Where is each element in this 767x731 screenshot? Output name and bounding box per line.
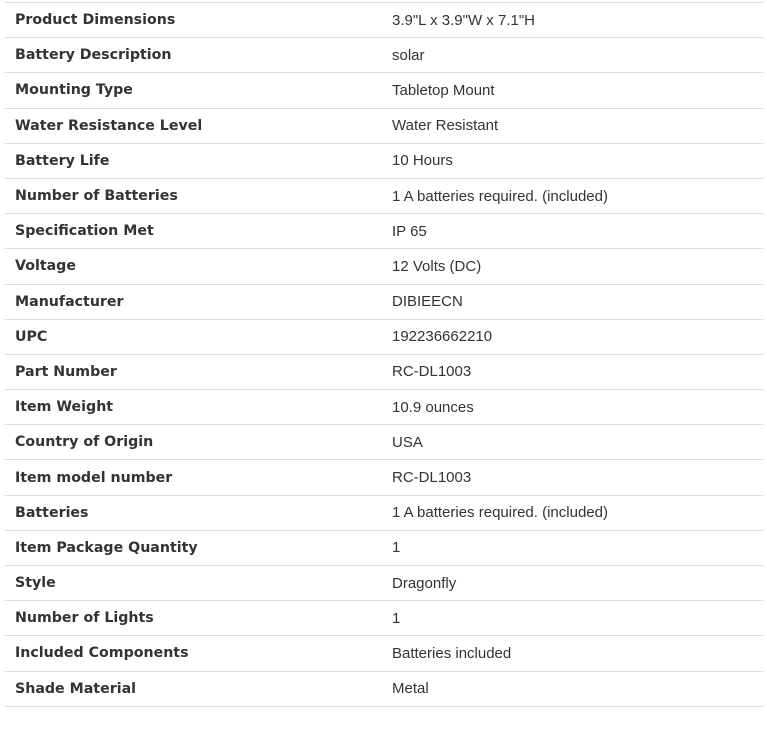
spec-value: 1 bbox=[392, 539, 401, 557]
spec-row-upc bbox=[5, 320, 763, 355]
spec-value: 12 Volts (DC) bbox=[392, 257, 482, 275]
spec-value: RC-DL1003 bbox=[392, 363, 472, 381]
spec-value: DIBIEECN bbox=[392, 293, 463, 311]
spec-label: Product Dimensions bbox=[15, 12, 176, 29]
spec-label: Item Package Quantity bbox=[15, 539, 198, 556]
spec-value: 192236662210 bbox=[392, 328, 493, 346]
spec-label: Number of Lights bbox=[15, 610, 154, 627]
spec-row-product-dimensions bbox=[5, 3, 763, 38]
spec-label: Specification Met bbox=[15, 223, 154, 240]
spec-value: 10.9 ounces bbox=[392, 398, 474, 416]
spec-label: Voltage bbox=[15, 258, 76, 275]
spec-row-specification-met bbox=[5, 214, 763, 249]
spec-row-item-weight bbox=[5, 390, 763, 425]
spec-value: 1 bbox=[392, 609, 401, 627]
spec-row-item-model-number bbox=[5, 460, 763, 495]
spec-value: USA bbox=[392, 433, 423, 451]
spec-label: Item model number bbox=[15, 469, 173, 486]
spec-value: 1 A batteries required. (included) bbox=[392, 504, 608, 522]
spec-value: Dragonfly bbox=[392, 574, 457, 592]
spec-value: Metal bbox=[392, 680, 429, 698]
spec-row-manufacturer bbox=[5, 285, 763, 320]
spec-row-included-components bbox=[5, 636, 763, 671]
spec-label: Manufacturer bbox=[15, 293, 124, 310]
spec-row-battery-life bbox=[5, 144, 763, 179]
spec-row-batteries bbox=[5, 496, 763, 531]
spec-label: Country of Origin bbox=[15, 434, 154, 451]
spec-label: Part Number bbox=[15, 363, 117, 380]
spec-row-shade-material bbox=[5, 672, 763, 707]
spec-label: UPC bbox=[15, 328, 48, 345]
product-specifications-table bbox=[5, 2, 763, 707]
spec-row-battery-description bbox=[5, 38, 763, 73]
spec-row-country-of-origin bbox=[5, 425, 763, 460]
spec-value: Tabletop Mount bbox=[392, 81, 495, 99]
spec-row-style bbox=[5, 566, 763, 601]
spec-row-item-package-quantity bbox=[5, 531, 763, 566]
spec-row-water-resistance-level bbox=[5, 109, 763, 144]
spec-value: IP 65 bbox=[392, 222, 427, 240]
spec-label: Included Components bbox=[15, 645, 189, 662]
spec-row-number-of-lights bbox=[5, 601, 763, 636]
spec-row-voltage bbox=[5, 249, 763, 284]
spec-value: 1 A batteries required. (included) bbox=[392, 187, 608, 205]
spec-label: Shade Material bbox=[15, 680, 137, 697]
spec-label: Style bbox=[15, 575, 56, 592]
spec-label: Water Resistance Level bbox=[15, 117, 203, 134]
spec-value: solar bbox=[392, 46, 425, 64]
spec-value: Water Resistant bbox=[392, 117, 499, 135]
spec-label: Mounting Type bbox=[15, 82, 133, 99]
spec-label: Battery Life bbox=[15, 152, 110, 169]
spec-value: RC-DL1003 bbox=[392, 469, 472, 487]
spec-label: Item Weight bbox=[15, 399, 114, 416]
spec-row-number-of-batteries bbox=[5, 179, 763, 214]
spec-value: Batteries included bbox=[392, 644, 512, 662]
spec-label: Number of Batteries bbox=[15, 188, 178, 205]
spec-row-part-number bbox=[5, 355, 763, 390]
spec-value: 10 Hours bbox=[392, 152, 453, 170]
spec-label: Batteries bbox=[15, 504, 89, 521]
spec-label: Battery Description bbox=[15, 47, 172, 64]
spec-value: 3.9"L x 3.9"W x 7.1"H bbox=[392, 11, 535, 29]
spec-row-mounting-type bbox=[5, 73, 763, 108]
